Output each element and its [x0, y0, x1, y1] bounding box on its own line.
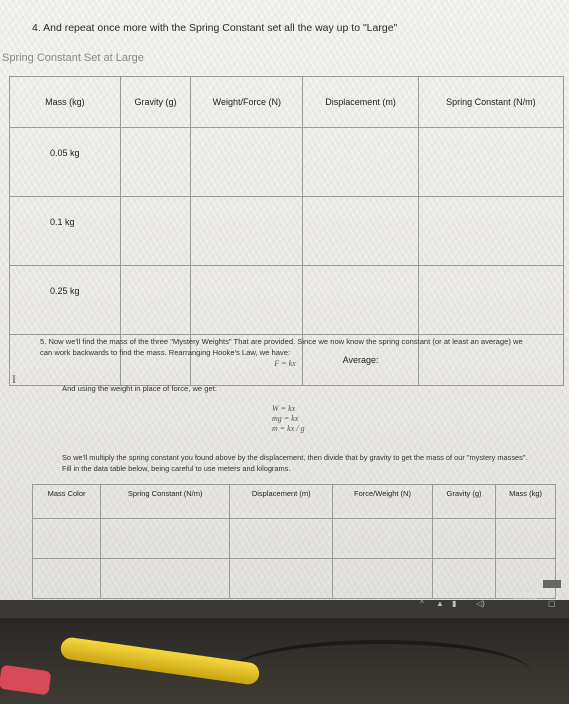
empty-cell[interactable]: [191, 266, 303, 335]
hookes-law: F = kx: [274, 359, 296, 368]
cable: [230, 640, 530, 704]
empty-cell[interactable]: [418, 128, 563, 197]
question-4-text: 4. And repeat once more with the Spring Constant set all the way up to "Large": [32, 22, 398, 34]
question-5-number: 5.: [40, 337, 47, 346]
network-icon[interactable]: ▲: [436, 599, 444, 608]
taskbar-clock[interactable]: [514, 586, 537, 602]
header-gravity: Gravity (g): [120, 77, 191, 128]
empty-cell[interactable]: [33, 559, 101, 599]
empty-cell[interactable]: [33, 519, 101, 559]
table-row: [10, 266, 564, 335]
empty-cell[interactable]: [230, 559, 333, 599]
table-row: [10, 128, 564, 197]
empty-cell[interactable]: [303, 197, 418, 266]
instructions-text: So we'll multiply the spring constant you found above by the displacement, then divide that by gravity to get the mass of our "mystery masses". Fill in the data table below, being careful to use meters and kilograms.: [62, 453, 528, 473]
average-label: Average:: [303, 335, 418, 386]
header-spring-constant: Spring Constant (N/m): [101, 485, 230, 519]
empty-cell[interactable]: [120, 266, 191, 335]
equation-mg: mg = kx: [272, 414, 299, 423]
header-mass-color: Mass Color: [33, 485, 101, 519]
empty-cell[interactable]: [303, 128, 418, 197]
header-force-weight: Force/Weight (N): [333, 485, 433, 519]
mass-cell: 0.25 kg: [10, 266, 121, 335]
empty-cell[interactable]: [432, 519, 495, 559]
header-spring-constant: Spring Constant (N/m): [418, 77, 563, 128]
empty-cell[interactable]: [333, 559, 433, 599]
header-gravity: Gravity (g): [432, 485, 495, 519]
equation-block: [272, 404, 342, 434]
empty-cell[interactable]: [101, 559, 230, 599]
table-row: [10, 197, 564, 266]
taskbar-time: 9:41 AM: [514, 587, 537, 593]
volume-icon[interactable]: ◁): [476, 599, 485, 608]
empty-cell[interactable]: [230, 519, 333, 559]
empty-cell[interactable]: [303, 266, 418, 335]
empty-cell[interactable]: [418, 197, 563, 266]
question-5-text: [40, 336, 530, 369]
empty-cell[interactable]: [191, 128, 303, 197]
mass-cell: 0.05 kg: [10, 128, 121, 197]
section-title: Spring Constant Set at Large: [2, 52, 144, 64]
header-mass: Mass (kg): [10, 77, 121, 128]
notification-icon[interactable]: ▢: [548, 599, 556, 608]
scrollbar-thumb[interactable]: [543, 580, 561, 588]
taskbar-date: 3/9/2021: [513, 595, 537, 601]
text-cursor-icon: I: [12, 372, 16, 386]
empty-cell[interactable]: [432, 559, 495, 599]
empty-cell[interactable]: [191, 197, 303, 266]
empty-cell[interactable]: [120, 128, 191, 197]
empty-cell[interactable]: [101, 519, 230, 559]
header-weight: Weight/Force (N): [191, 77, 303, 128]
empty-cell[interactable]: [120, 197, 191, 266]
table-row: [33, 519, 556, 559]
chevron-up-icon[interactable]: ^: [420, 599, 424, 608]
table-row: [33, 559, 556, 599]
empty-cell[interactable]: [496, 519, 556, 559]
weight-substitution-text: And using the weight in place of force, we get:: [62, 384, 217, 393]
empty-cell[interactable]: [418, 266, 563, 335]
header-displacement: Displacement (m): [303, 77, 418, 128]
mass-cell: 0.1 kg: [10, 197, 121, 266]
mystery-mass-table: [32, 484, 556, 599]
battery-icon[interactable]: ▮: [452, 599, 457, 608]
equation-weight: W = kx: [272, 404, 296, 413]
header-mass: Mass (kg): [496, 485, 556, 519]
equation-mass: m = kx / g: [272, 424, 305, 433]
question-5-body: Now we'll find the mass of the three "Mystery Weights" That are provided. Since we now know the spring constant (or at least an average) we can work backwards to find the mass. Rearranging Hooke's Law, we have:: [40, 337, 523, 357]
empty-cell[interactable]: [333, 519, 433, 559]
header-displacement: Displacement (m): [230, 485, 333, 519]
